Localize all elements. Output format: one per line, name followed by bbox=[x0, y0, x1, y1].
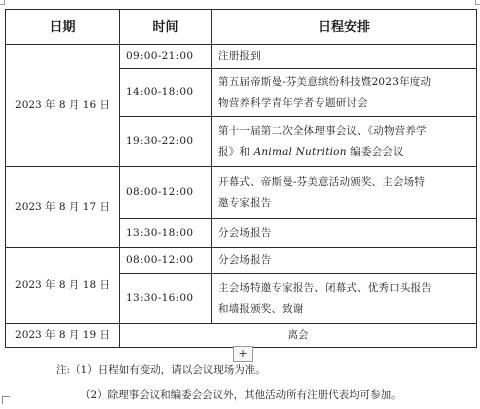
agenda-line: 第十一届第二次全体理事会议、《动物营养学 bbox=[218, 124, 427, 137]
paragraph-mark bbox=[2, 396, 10, 404]
header-agenda: 日程安排 bbox=[212, 10, 477, 45]
time-cell: 08:00-12:00 bbox=[120, 248, 212, 274]
note-1: 注:（1）日程如有变动，请以会议现场为准。 bbox=[56, 364, 266, 376]
agenda-line: 和墙报颁奖、致谢 bbox=[218, 302, 304, 315]
table-row bbox=[6, 45, 477, 69]
agenda-line: 报》和 bbox=[218, 145, 254, 158]
table-row bbox=[6, 248, 477, 274]
agenda-line: 第五届帝斯曼-芬美意缤纷科技暨2023年度动 bbox=[218, 75, 432, 88]
time-cell: 14:00-18:00 bbox=[120, 69, 212, 117]
agenda-line: 编委会会议 bbox=[346, 145, 404, 158]
add-row-button[interactable]: + bbox=[233, 346, 253, 362]
time-cell: 13:30-16:00 bbox=[120, 274, 212, 324]
agenda-cell: 分会场报告 bbox=[212, 248, 477, 274]
time-cell: 09:00-21:00 bbox=[120, 45, 212, 69]
agenda-cell: 分会场报告 bbox=[212, 219, 477, 248]
page-corner-mark bbox=[0, 0, 5, 5]
agenda-cell bbox=[212, 117, 477, 167]
agenda-cell bbox=[212, 167, 477, 219]
time-cell: 08:00-12:00 bbox=[120, 167, 212, 219]
journal-title: Animal Nutrition bbox=[253, 145, 347, 158]
agenda-line: 物营养科学青年学者专题研讨会 bbox=[218, 96, 368, 109]
date-cell: 2023 年 8 月 16 日 bbox=[6, 45, 120, 167]
agenda-line: 开幕式、帝斯曼-芬美意活动颁奖、主会场特 bbox=[218, 175, 426, 188]
header-row bbox=[6, 10, 477, 45]
note-2: （2）除理事会议和编委会会议外，其他活动所有注册代表均可参加。 bbox=[80, 389, 402, 401]
agenda-cell bbox=[212, 274, 477, 324]
agenda-line: 主会场特邀专家报告、闭幕式、优秀口头报告 bbox=[218, 281, 432, 294]
agenda-cell: 离会 bbox=[120, 324, 477, 348]
agenda-line: 邀专家报告 bbox=[218, 196, 272, 209]
time-cell: 19:30-22:00 bbox=[120, 117, 212, 167]
date-cell: 2023 年 8 月 17 日 bbox=[6, 167, 120, 248]
time-cell: 13:30-18:00 bbox=[120, 219, 212, 248]
table-row bbox=[6, 167, 477, 219]
table-row bbox=[6, 324, 477, 348]
header-time: 时间 bbox=[120, 10, 212, 45]
date-cell: 2023 年 8 月 18 日 bbox=[6, 248, 120, 324]
schedule-table bbox=[5, 9, 477, 348]
agenda-cell: 注册报到 bbox=[212, 45, 477, 69]
agenda-cell bbox=[212, 69, 477, 117]
header-date: 日期 bbox=[6, 10, 120, 45]
date-cell: 2023 年 8 月 19 日 bbox=[6, 324, 120, 348]
page-corner-mark bbox=[475, 0, 480, 5]
